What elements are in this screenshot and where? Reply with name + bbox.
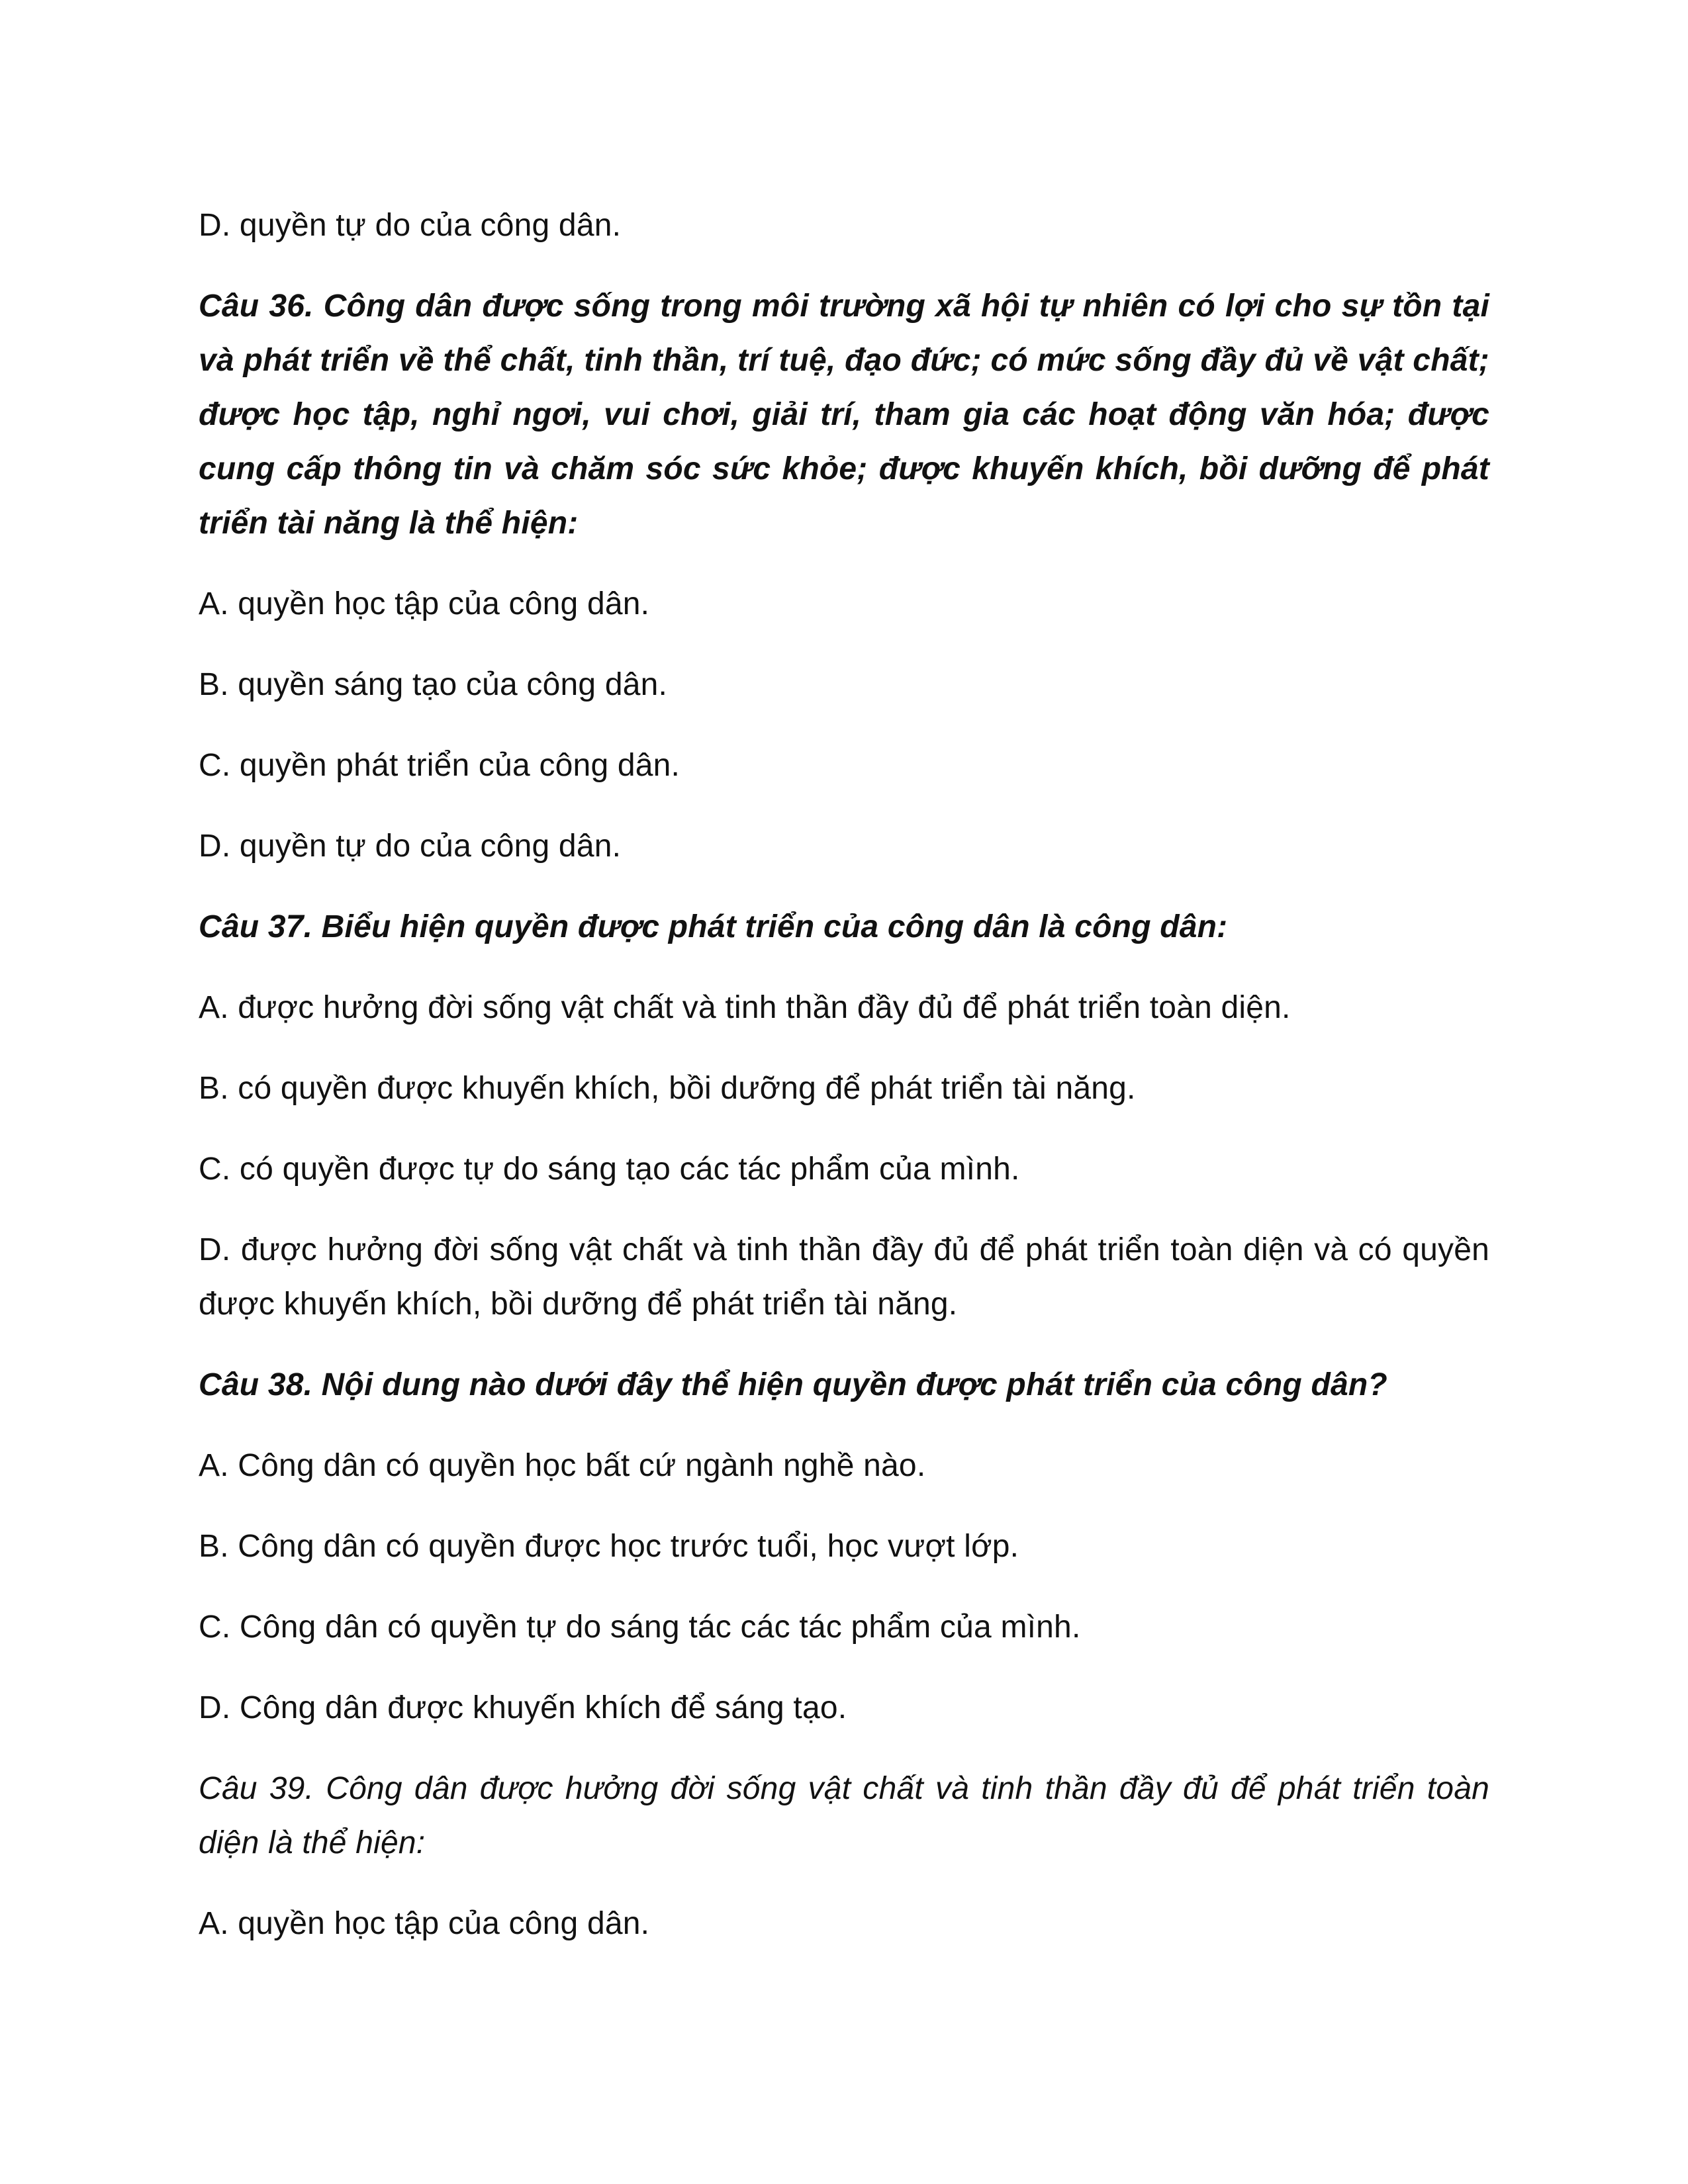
q36-option-c: C. quyền phát triển của công dân. — [199, 748, 680, 783]
q37-option-a: A. được hưởng đời sống vật chất và tinh thần đầy đủ để phát triển toàn diện. — [199, 990, 1291, 1025]
q38-option-d: D. Công dân được khuyến khích để sáng tạo. — [199, 1690, 847, 1725]
question-36: Câu 36. Công dân được sống trong môi trường xã hội tự nhiên có lợi cho sự tồn tại và phát triển về thể chất, tinh thần, trí tuệ, đạo đức; có mức sống đầy đủ về vật chất; được học tập, nghỉ ngơi, vui chơi, giải trí, tham gia các hoạt động văn hóa; được cung cấp thông tin và chăm sóc sức khỏe; được khuyến khích, bồi dưỡng để phát triển tài năng là thể hiện: — [199, 289, 1489, 541]
q38-option-b: B. Công dân có quyền được học trước tuổi, học vượt lớp. — [199, 1529, 1019, 1564]
q36-option-d: D. quyền tự do của công dân. — [199, 829, 622, 864]
q37-option-b: B. có quyền được khuyến khích, bồi dưỡng để phát triển tài năng. — [199, 1071, 1136, 1106]
question-39: Câu 39. Công dân được hưởng đời sống vật chất và tinh thần đầy đủ để phát triển toàn diện là thể hiện: — [199, 1771, 1489, 1860]
q36-option-b: B. quyền sáng tạo của công dân. — [199, 667, 668, 702]
q37-option-d: D. được hưởng đời sống vật chất và tinh thần đầy đủ để phát triển toàn diện và có quyền được khuyến khích, bồi dưỡng để phát triển tài năng. — [199, 1232, 1489, 1322]
q39-option-a: A. quyền học tập của công dân. — [199, 1906, 650, 1941]
document-page — [199, 199, 1489, 1978]
question-37: Câu 37. Biểu hiện quyền được phát triển của công dân là công dân: — [199, 909, 1228, 944]
q37-option-c: C. có quyền được tự do sáng tạo các tác phẩm của mình. — [199, 1152, 1020, 1187]
q36-option-a: A. quyền học tập của công dân. — [199, 586, 650, 621]
q38-option-c: C. Công dân có quyền tự do sáng tác các tác phẩm của mình. — [199, 1610, 1081, 1645]
q35-option-d: D. quyền tự do của công dân. — [199, 208, 622, 243]
question-38: Câu 38. Nội dung nào dưới đây thể hiện quyền được phát triển của công dân? — [199, 1367, 1387, 1402]
q38-option-a: A. Công dân có quyền học bất cứ ngành nghề nào. — [199, 1448, 926, 1483]
